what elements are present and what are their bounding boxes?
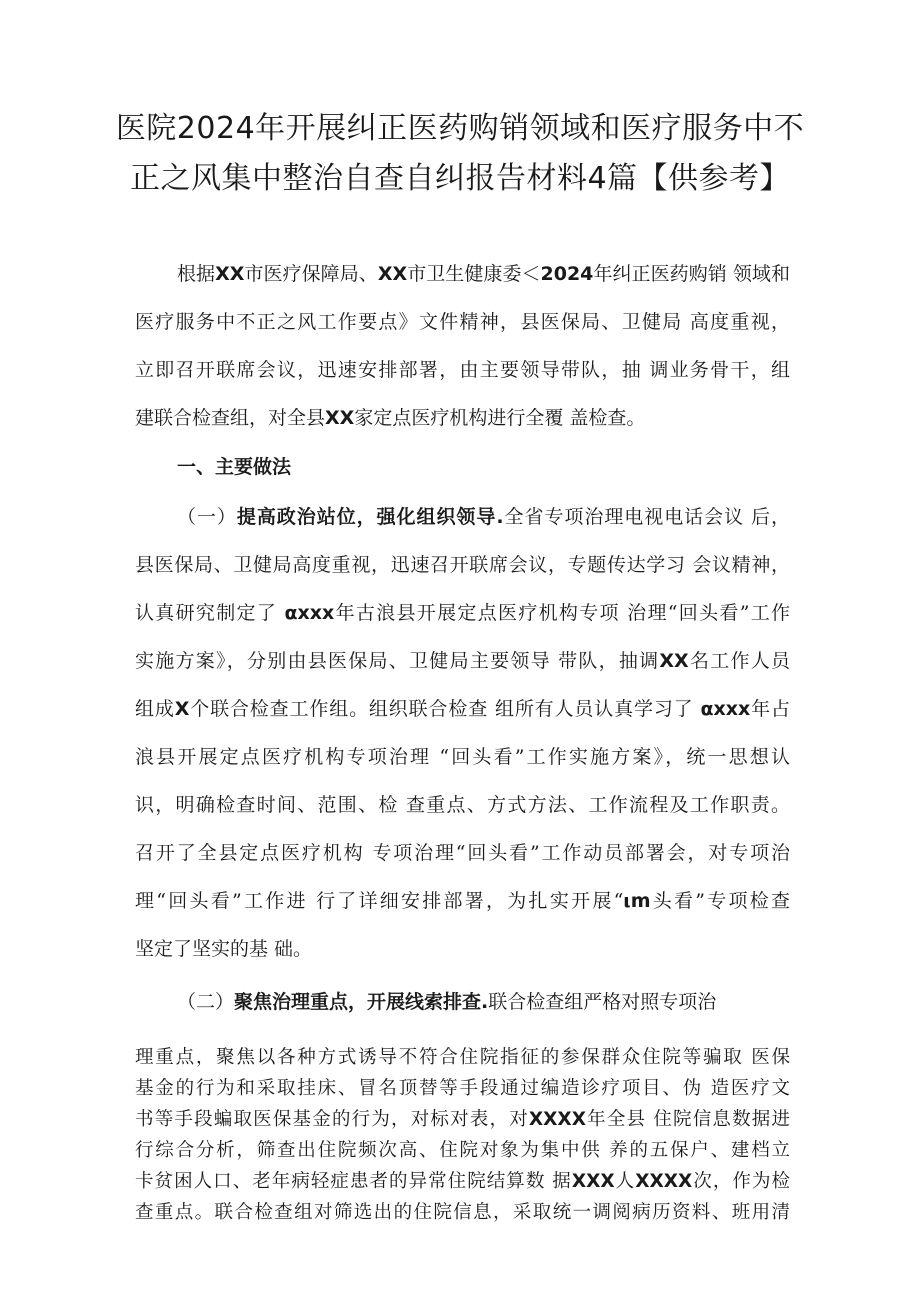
sub2-bold-title: 聚焦治理重点，开展线索排查.	[234, 991, 489, 1013]
text-run: 联合检查组严格对照专项治	[488, 991, 717, 1013]
sub2-line-7	[135, 1201, 790, 1225]
sub1-bold-title: 提高政治站位，强化组织领导.	[236, 506, 504, 528]
sub1-line-5	[135, 697, 790, 721]
text-run: 理重点，聚焦以各种方式诱导不符合住院指征的参保群众住院等骗取 医保	[135, 1047, 790, 1068]
text-run: 市卫生健康委＜	[407, 263, 541, 285]
text-run: 查重点。联合检查组对筛选出的住院信息，采取统一调阅病历资料、班用清	[135, 1202, 790, 1223]
text-run: 年全县 住院信息数据进	[585, 1109, 790, 1130]
sub2-line-6	[135, 1170, 790, 1194]
text-run: 召开了全县定点医疗机构 专项治理“回头看”工作动员部署会，对专项治	[135, 842, 790, 864]
text-run: 市医疗保障局、	[244, 263, 378, 285]
sub1-line-7	[135, 793, 790, 817]
text-run: 组成	[135, 698, 175, 720]
intro-line-2	[135, 310, 790, 334]
text-run: 识，明确检查时间、范围、检 查重点、方式方法、工作流程及工作职责。	[135, 794, 790, 816]
text-run: 浪县开展定点医疗机构专项治理 “回头看”工作实施方案》，统一思想认	[135, 746, 790, 768]
sub1-line-9	[135, 889, 790, 913]
intro-line-4	[135, 406, 790, 430]
sub1-line-2	[135, 553, 790, 577]
sub2-line-1	[177, 990, 790, 1014]
sub2-line-5	[135, 1139, 790, 1163]
bold-run: XX	[377, 263, 408, 285]
bold-run: XX	[215, 263, 245, 285]
text-run: 医疗服务中不正之风工作要点》文件精神，县医保局、卫健局 高度重视，	[135, 311, 790, 333]
text-run: 根据	[177, 263, 216, 285]
sub1-line-4	[135, 649, 790, 673]
text-run: 名工作人员	[688, 650, 790, 672]
intro-line-3	[135, 358, 790, 382]
text-run: 年占	[750, 698, 790, 720]
sub1-line-6	[135, 745, 790, 769]
text-run: 建联合检查组，对全县	[135, 407, 326, 429]
text-run: 理“回头看”工作进 行了详细安排部署，为扎实开展“	[135, 890, 624, 912]
sub2-line-3	[135, 1077, 790, 1101]
sub2-prefix: （二）	[177, 991, 235, 1013]
bold-run: αxxx	[700, 698, 751, 720]
sub1-line-10	[135, 937, 790, 961]
title-line-2: 正之风集中整治自查自纠报告材料4篇【供参考】	[129, 161, 791, 196]
sub2-line-2	[135, 1046, 790, 1070]
title-line-1: 医院2024年开展纠正医药购销领域和医疗服务中不	[115, 111, 805, 146]
bold-run: XX	[659, 650, 689, 672]
bold-run: X	[174, 698, 190, 720]
bold-run: αxxx	[284, 602, 335, 624]
bold-run: ιm	[623, 890, 651, 912]
text-run: 次，作为检	[692, 1171, 790, 1192]
text-run: 县医保局、卫健局高度重视，迅速召开联席会议，专题传达学习 会议精神，	[135, 554, 790, 576]
intro-line-1	[177, 262, 790, 286]
text-run: 立即召开联席会议，迅速安排部署，由主要领导带队，抽 调业务骨干，组	[135, 359, 790, 381]
bold-run: XXXX	[635, 1171, 693, 1192]
bold-run: XXXX	[528, 1109, 586, 1130]
text-run: 认真研究制定了	[135, 602, 285, 624]
text-run: 卡贫困人口、老年病轻症患者的异常住院结算数 据	[135, 1171, 572, 1192]
text-run: 实施方案》，分别由县医保局、卫健局主要领导 带队，抽调	[135, 650, 660, 672]
text-run: 基金的行为和采取挂床、冒名顶替等手段通过编造诊疗项目、伪 造医疗文	[135, 1078, 790, 1099]
text-run: 全省专项治理电视电话会议 后，	[503, 506, 790, 528]
sub1-prefix: （一）	[177, 506, 237, 528]
sub1-line-1	[177, 505, 790, 529]
text-run: 年古浪县开展定点医疗机构专项 治理“回头看”工作	[334, 602, 790, 624]
text-run: 人	[614, 1171, 636, 1192]
sub1-line-8	[135, 841, 790, 865]
text-run: 年纠正医药购销 领域和	[593, 263, 790, 285]
text-run: 书等手段蝙取医保基金的行为，对标对表，对	[135, 1109, 529, 1130]
sub2-line-4	[135, 1108, 790, 1132]
text-run: 坚定了坚实的基 础。	[135, 938, 313, 960]
bold-run: XXX	[571, 1171, 615, 1192]
text-run: 个联合检查工作组。组织联合检查 组所有人员认真学习了	[189, 698, 701, 720]
bold-run: XX	[325, 407, 355, 429]
sub1-line-3	[135, 601, 790, 625]
document-title	[60, 104, 860, 204]
text-run: 家定点医疗机构进行全覆 盖检查。	[354, 407, 646, 429]
text-run: 头看”专项检查	[650, 890, 790, 912]
bold-run: 2024	[540, 263, 594, 285]
text-run: 行综合分析，筛查出住院频次高、住院对象为集中供 养的五保户、建档立	[135, 1140, 790, 1161]
section-heading: 一、主要做法	[177, 456, 292, 478]
